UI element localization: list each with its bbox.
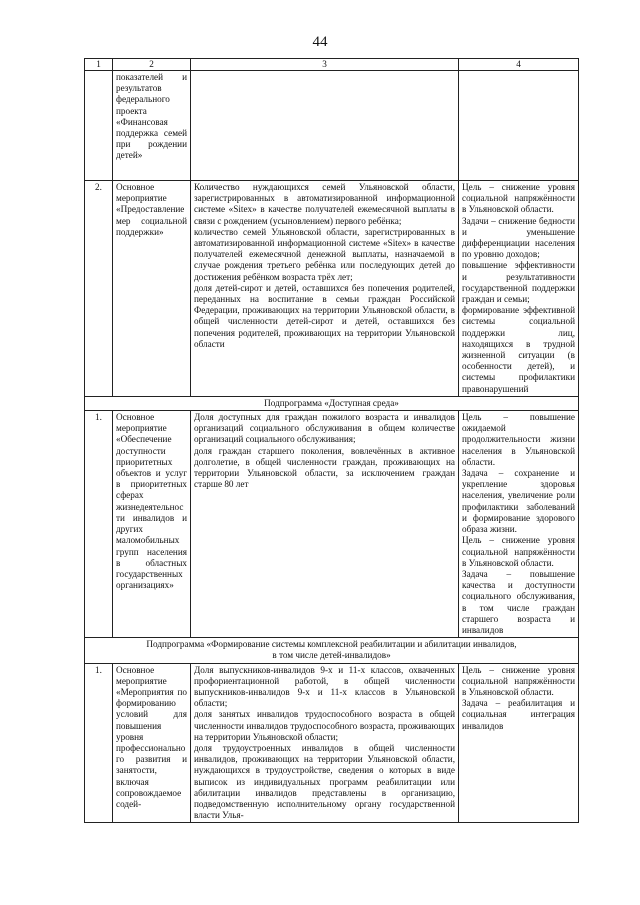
indicators-cell <box>191 181 459 397</box>
indicator-text: доля трудоустроенных инвалидов в общей численности инвалидов, проживающих на территории Ульяновской области, нуждающихся в трудоустройстве, сведения о которых в виде выписок из индивидуальных программ реабилитации или абилитации инвалидов представлены в организацию, подведомственную исполнительному органу государственной власти Улья- <box>194 742 455 821</box>
document-table <box>84 58 579 823</box>
subprogram-title-line: Подпрограмма «Доступная среда» <box>264 397 399 408</box>
indicator-text: доля занятых инвалидов трудоспособного возраста в общей численности инвалидов трудоспособного возраста, проживающих на территории Ульяновской области; <box>194 709 455 742</box>
indicator-text: доля детей-сирот и детей, оставшихся без попечения родителей, переданных на воспитание в семьи граждан Российской Федерации, проживающих на территории Ульяновской области, в общей численности детей-сирот и детей, оставшихся без попечения родителей, проживающих на территории Ульяновской области <box>194 282 455 349</box>
indicator-text: Доля доступных для граждан пожилого возраста и инвалидов организаций социального обслуживания в общем количестве организаций социального обслуживания; <box>194 412 455 445</box>
column-number: 3 <box>191 59 459 71</box>
indicator-text: доля граждан старшего поколения, вовлечённых в активное долголетие, в общей численности граждан, проживающих на территории Ульяновской области, за исключением граждан старше 80 лет <box>194 445 455 490</box>
indicators-cell <box>191 411 459 638</box>
subprogram-row <box>85 396 579 410</box>
goal-text: повышение эффективности и результативности государственной поддержки граждан и семьи; <box>462 260 575 305</box>
page-number: 44 <box>312 34 328 50</box>
column-number: 1 <box>85 59 113 71</box>
measure-name: Основное мероприятие «Предоставление мер социальной поддержки» <box>113 181 191 397</box>
goal-text: Цель – повышение ожидаемой продолжительности жизни населения в Ульяновской области. <box>462 412 575 467</box>
column-number-row <box>85 59 579 71</box>
table-row <box>85 71 579 181</box>
indicators-cell <box>191 71 459 181</box>
column-number: 4 <box>459 59 579 71</box>
table-body <box>85 59 579 823</box>
row-number: 2. <box>85 181 113 397</box>
subprogram-row <box>85 638 579 663</box>
row-number: 1. <box>85 411 113 638</box>
goal-text: Цель – снижение уровня социальной напряжённости в Ульяновской области. <box>462 664 575 697</box>
measure-name: Основное мероприятие «Обеспечение доступности приоритетных объектов и услуг в приоритетных сферах жизнедеятельности инвалидов и других маломобильных групп населения в областных государственных организациях» <box>113 411 191 638</box>
table-row <box>85 181 579 397</box>
table-row <box>85 411 579 638</box>
indicators-cell <box>191 663 459 823</box>
subprogram-title-line: Подпрограмма «Формирование системы комплексной реабилитации и абилитации инвалидов, <box>146 639 517 650</box>
goal-text: Цель – снижение уровня социальной напряжённости в Ульяновской области. <box>462 535 575 568</box>
goals-cell <box>459 411 579 638</box>
column-number: 2 <box>113 59 191 71</box>
indicator-text: Доля выпускников-инвалидов 9-х и 11-х классов, охваченных профориентационной работой, в общей численности выпускников-инвалидов 9-х и 11-х классов в Ульяновской области; <box>194 664 455 709</box>
table-row <box>85 663 579 823</box>
goal-text: Задача – реабилитация и социальная интеграция инвалидов <box>462 698 575 731</box>
goals-cell <box>459 181 579 397</box>
goal-text: формирование эффективной системы социальной поддержки лиц, находящихся в трудной жизненной ситуации (в особенности детей), и системы профилактики правонарушений <box>462 305 575 394</box>
goal-text: Задачи – снижение бедности и уменьшение дифференциации населения по уровню доходов; <box>462 215 575 260</box>
subprogram-title <box>85 396 579 410</box>
row-number <box>85 71 113 181</box>
measure-name: показателей и результатов федерального проекта «Финансовая поддержка семей при рождении детей» <box>113 71 191 181</box>
goal-text: Задача – сохранение и укрепление здоровья населения, увеличение роли профилактики заболеваний и формирование здорового образа жизни. <box>462 468 575 535</box>
indicator-text: Количество нуждающихся семей Ульяновской области, зарегистрированных в автоматизированной информационной системе «Sitex» в качестве получателей ежемесячной выплаты в связи с рождением (усыновлением) первого ребёнка; <box>194 182 455 226</box>
goals-cell <box>459 71 579 181</box>
goal-text: Задача – повышение качества и доступности социального обслуживания, в том числе граждан старшего возраста и инвалидов <box>462 568 575 635</box>
goals-cell <box>459 663 579 823</box>
subprogram-title-line: в том числе детей-инвалидов» <box>272 650 391 661</box>
indicator-text: количество семей Ульяновской области, зарегистрированных в автоматизированной информационной системе «Sitex» в качестве получателей ежемесячной денежной выплаты, назначаемой в случае рождения третьего ребёнка или последующих детей до достижения ребёнком возраста трёх лет; <box>194 226 455 282</box>
goal-text: Цель – снижение уровня социальной напряжённости в Ульяновской области. <box>462 182 575 215</box>
subprogram-title <box>85 638 579 663</box>
measure-name: Основное мероприятие «Мероприятия по формированию условий для повышения уровня профессионального развития и занятости, включая сопровождаемое содей- <box>113 663 191 823</box>
row-number: 1. <box>85 663 113 823</box>
